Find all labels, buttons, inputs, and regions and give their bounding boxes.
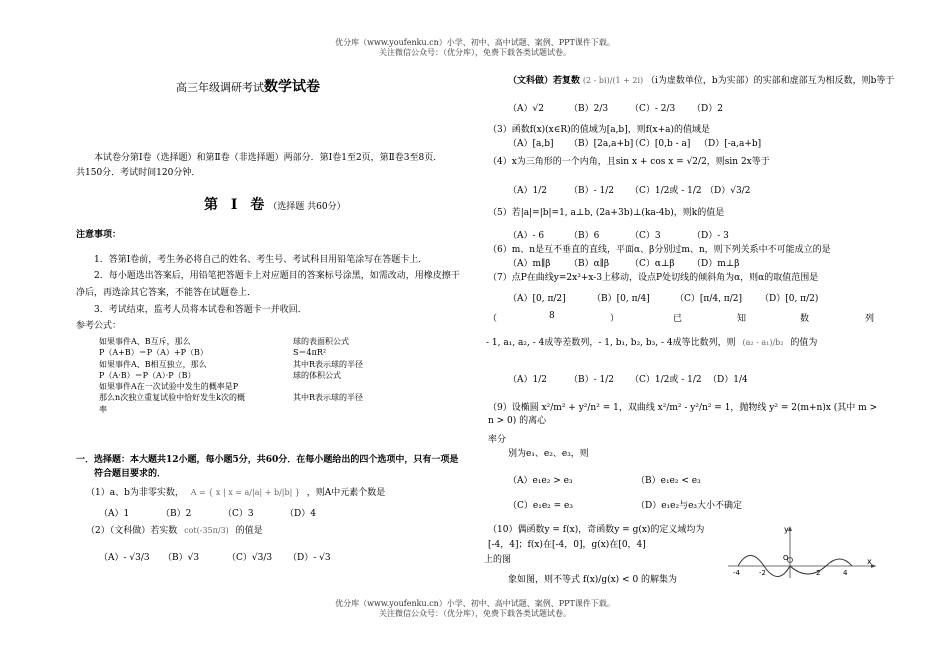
graph-tick-2: 2: [816, 569, 821, 577]
q2b-expr: (2 - bi)/(1 + 2i): [582, 76, 644, 85]
q9-option-a: （A）e₁e₂ > e₃: [508, 476, 573, 486]
q1-option-b: （B）2: [161, 509, 192, 519]
q2-expr: cot(-35π/3): [184, 526, 229, 535]
q1-option-d: （D）4: [285, 509, 316, 519]
q8-tail: 的值为: [790, 338, 818, 348]
graph-tick-neg4: -4: [733, 569, 740, 577]
formula-left-5: 如果事件A在一次试验中发生的概率是P: [99, 382, 239, 391]
exam-title: [176, 76, 320, 96]
q2b-option-d: （D）2: [692, 104, 723, 114]
q5-option-d: （D）- 3: [692, 231, 729, 241]
q1-set: A = { x | x = a/|a| + b/|b| }: [190, 488, 300, 497]
q5-option-a: （A）- 6: [508, 231, 545, 241]
q1: [86, 485, 385, 498]
q8-word-2: 知: [737, 314, 747, 324]
q8-num: 8: [549, 311, 555, 321]
q9-option-b: （B）e₁e₂ < e₃: [636, 476, 701, 486]
q6-option-b: （B）α∥β: [569, 259, 610, 269]
q8-option-b: （B）- 1/2: [569, 375, 615, 385]
page-header-line1: 优分库（www.youfenku.cn）小学、初中、高中试题、案例、PPT课件下载。: [335, 38, 615, 47]
q4-option-a: （A）1/2: [508, 186, 547, 196]
q8-expr: (a₂ - a₁)/b₂: [742, 338, 784, 347]
q2-option-a: （A）- √3/3: [99, 553, 150, 563]
notice-heading: 注意事项：: [76, 230, 122, 240]
q8-word-3: 数: [800, 314, 810, 324]
q1-option-c: （C）3: [223, 509, 254, 519]
q8-line2-text: - 1, a₁, a₂, - 4成等差数列，- 1, b₁, b₂, b₃, - 4成等比数列，则: [486, 338, 736, 348]
q10-line2: [-4，4]；f(x)在[-4，0]，g(x)在[0，4]: [488, 540, 646, 550]
part1-heading-line1: 一．选择题：本大题共12小题，每小题5分，共60分．在每小题给出的四个选项中，只有一项是: [76, 455, 459, 465]
q3-option-b: （B）[2a,a+b]: [569, 139, 634, 149]
q4-option-d: （D）√3/2: [705, 186, 751, 196]
formula-left-3: 如果事件A、B相互独立，那么: [99, 360, 207, 369]
q2-tail: 的值是: [235, 526, 263, 536]
formula-right-6: 其中R表示球的半径: [293, 393, 364, 402]
formula-left-2: P（A+B）＝P（A）+P（B）: [99, 348, 208, 357]
formula-left-4: P（A·B）＝P（A）·P（B）: [99, 371, 196, 380]
q2b-stem: （文科做）若复数: [508, 76, 581, 86]
q2-stem: （2）（文科做）若实数: [86, 526, 178, 536]
q2: [86, 523, 263, 536]
graph-tick-4: 4: [843, 569, 848, 577]
q1-option-a: （A）1: [99, 509, 130, 519]
q2b-option-b: （B）2/3: [569, 104, 609, 114]
page-header-line2: 关注微信公众号：（优分库），免费下载各类试题试卷。: [379, 48, 571, 57]
formula-heading: 参考公式：: [76, 321, 122, 331]
q8-option-c: （C）1/2或 - 1/2: [630, 375, 702, 385]
notice-item-2-cont: 净后，再选涂其它答案，不能答在试题卷上．: [76, 288, 257, 298]
q9-line3: 别为e₁、e₂、e₃，则: [508, 449, 589, 459]
formula-left-6: 那么n次独立重复试验中恰好发生k次的概: [99, 393, 245, 402]
q8-num-close: ）: [610, 314, 620, 324]
q7-option-b: （B）[0, π/4]: [592, 294, 650, 304]
q10-stem: （10）偶函数y = f(x)，奇函数y = g(x)的定义域均为: [488, 525, 705, 535]
q4-option-b: （B）- 1/2: [569, 186, 615, 196]
q2-option-c: （C）√3/3: [227, 553, 273, 563]
q9-option-d: （D）e₁e₂与e₃大小不确定: [636, 501, 743, 511]
page-footer-line1: 优分库（www.youfenku.cn）小学、初中、高中试题、案例、PPT课件下载。: [335, 599, 615, 608]
q7-stem: （7）点P在曲线y=2x³+x-3上移动，设点P处切线的倾斜角为α，则α的取值范围是: [488, 273, 819, 283]
graph-x-label: x: [867, 557, 872, 566]
q9-stem: （9）设椭圆 x²/m² + y²/n² = 1，双曲线 x²/m² - y²/n² = 1，抛物线 y² = 2(m+n)x (其中 m > n > 0) 的离心: [488, 403, 878, 426]
formula-left-7: 率: [99, 405, 107, 414]
q8-option-d: （D）1/4: [708, 375, 748, 385]
q6-option-c: （C）α⊥β: [630, 259, 675, 269]
graph-tick-neg2: -2: [759, 569, 766, 577]
section-title-main: 第 Ⅰ 卷: [204, 197, 269, 213]
q4-stem: （4）x为三角形的一个内角，且sin x + cos x = √2/2，则sin 2x等于: [488, 157, 770, 167]
q8-option-a: （A）1/2: [508, 375, 547, 385]
formula-right-2: S＝4πR²: [293, 348, 327, 357]
exam-title-prefix: 高三年级调研考试: [176, 81, 264, 94]
notice-item-2: 2．每小题选出答案后，用铅笔把答题卡上对应题目的答案标号涂黑，如需改动，用橡皮擦干: [94, 271, 460, 281]
graph-x-arrow: [871, 564, 876, 568]
formula-right-1: 球的表面积公式: [293, 337, 349, 346]
q2-option-d: （D）- √3: [288, 553, 331, 563]
q8-word-1: 已: [673, 314, 683, 324]
q2b: [508, 73, 894, 86]
q3-stem: （3）函数f(x)(x∈R)的值域为[a,b]，则f(x+a)的值域是: [488, 125, 711, 135]
q3-option-d: （D）[-a,a+b]: [699, 139, 762, 149]
notice-item-3: 3．考试结束，监考人员将本试卷和答题卡一并收回．: [94, 305, 307, 315]
exam-title-main: 数学试卷: [264, 79, 320, 95]
section-title: [204, 194, 346, 214]
q6-option-a: （A）m∥β: [508, 259, 551, 269]
q6-option-d: （D）m⊥β: [692, 259, 740, 269]
q9-option-c: （C）e₁e₂ = e₃: [508, 501, 573, 511]
q3-option-a: （A）[a,b]: [508, 139, 554, 149]
part1-heading-line2: 符合题目要求的．: [94, 469, 167, 479]
q5-option-c: （C）3: [630, 231, 661, 241]
q10-line3: 上的图: [484, 555, 512, 565]
q7-option-c: （C）[π/4, π/2]: [675, 294, 742, 304]
formula-right-4: 球的体积公式: [293, 371, 341, 380]
q1-stem: （1）a、b为非零实数，: [86, 488, 184, 498]
graph-y-label: y: [784, 525, 789, 534]
q9-cont: 率分: [488, 435, 507, 445]
intro-line1: 本试卷分第Ⅰ卷（选择题）和第Ⅱ卷（非选择题）两部分．第Ⅰ卷1至2页，第Ⅱ卷3至8页．: [94, 153, 443, 163]
q8-num-open: （: [488, 314, 498, 324]
q2b-option-a: （A）√2: [508, 104, 544, 114]
q10-line4: 象如图，则不等式 f(x)/g(x) < 0 的解集为: [508, 575, 678, 585]
page-footer-line2: 关注微信公众号：（优分库），免费下载各类试题试卷。: [379, 609, 571, 618]
intro-line2: 共150分．考试时间120分钟．: [76, 168, 201, 178]
q8-line2: [486, 335, 817, 348]
q7-option-a: （A）[0, π/2]: [508, 294, 566, 304]
q2b-option-c: （C）- 2/3: [630, 104, 676, 114]
q5-stem: （5）若|a|=|b|=1, a⊥b, (2a+3b)⊥(ka-4b)，则k的值是: [488, 208, 725, 218]
q3-option-c: （C）[0,b - a]: [630, 139, 691, 149]
formula-right-3: 其中R表示球的半径: [293, 360, 364, 369]
section-title-note: （选择题 共60分）: [268, 202, 346, 212]
q5-option-b: （B）6: [569, 231, 600, 241]
q8-word-4: 列: [865, 314, 875, 324]
q10-function-graph: [724, 520, 880, 582]
q2-option-b: （B）√3: [163, 553, 200, 563]
q6-stem: （6）m、n是互不垂直的直线，平面α、β分别过m、n，则下列关系中不可能成立的是: [488, 245, 831, 255]
q2b-tail: （i为虚数单位，b为实部）的实部和虚部互为相反数，则b等于: [646, 76, 895, 86]
q1-tail: ，则A中元素个数是: [306, 488, 386, 498]
formula-left-1: 如果事件A、B互斥，那么: [99, 337, 191, 346]
graph-o-label: O: [783, 554, 789, 562]
q4-option-c: （C）1/2或 - 1/2: [630, 186, 702, 196]
q7-option-d: （D）[0, π/2): [760, 294, 819, 304]
notice-item-1: 1．答第Ⅰ卷前，考生务必将自己的姓名、考生号、考试科目用铅笔涂写在答题卡上．: [94, 255, 428, 265]
